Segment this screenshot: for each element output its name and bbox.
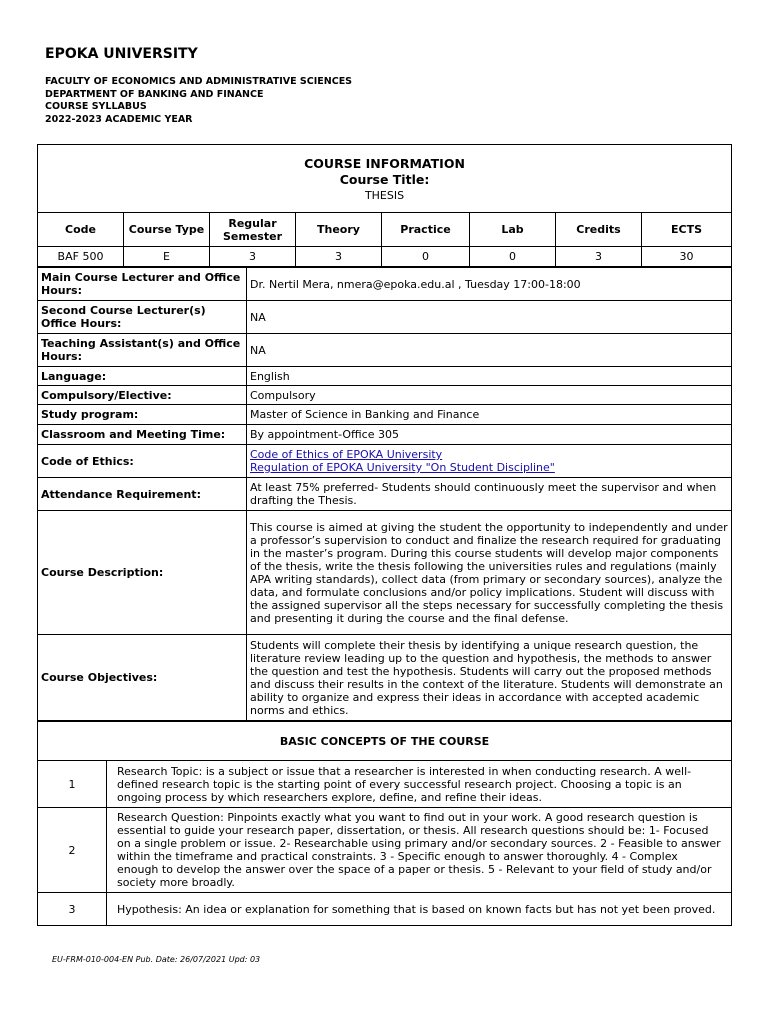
document-type: COURSE SYLLABUS — [45, 101, 147, 112]
column-value: 3 — [210, 247, 296, 267]
row-label: Classroom and Meeting Time: — [38, 425, 247, 445]
course-info-table — [37, 144, 732, 267]
basic-concepts-table — [37, 721, 732, 926]
row-value: NA — [247, 301, 732, 334]
row-label: Course Description: — [38, 511, 247, 635]
course-info-heading-cell — [38, 145, 732, 213]
course-details-table — [37, 267, 732, 721]
row-value: Master of Science in Banking and Finance — [247, 405, 732, 425]
concept-number: 1 — [38, 761, 107, 808]
column-header: Course Type — [124, 213, 210, 247]
row-label: Second Course Lecturer(s) Office Hours: — [38, 301, 247, 334]
column-header: ECTS — [642, 213, 732, 247]
row-value: Students will complete their thesis by identifying a unique research question, the literature review leading up to the question and hypothesis, the methods to answer the question and test the hypothesis. Students will carry out the proposed methods and discuss their results in the context of the literature. Students will demonstrate an ability to organize and express their ideas in accordance with accepted academic norms and ethics. — [247, 635, 732, 721]
column-header: Regular Semester — [210, 213, 296, 247]
column-header: Theory — [296, 213, 382, 247]
row-label: Teaching Assistant(s) and Office Hours: — [38, 334, 247, 367]
table-row — [38, 761, 732, 808]
row-label: Language: — [38, 367, 247, 386]
row-value: Compulsory — [247, 386, 732, 405]
row-value — [247, 445, 732, 478]
university-name: EPOKA UNIVERSITY — [45, 46, 198, 62]
table-row — [38, 386, 732, 405]
syllabus-table — [37, 144, 731, 926]
row-label: Course Objectives: — [38, 635, 247, 721]
table-row — [38, 301, 732, 334]
concept-text: Research Topic: is a subject or issue that a researcher is interested in when conducting research. A well-defined research topic is the starting point of every successful research project. Choosing a topic is an ongoing process by which researchers explore, define, and refine their ideas. — [107, 761, 732, 808]
academic-year: 2022-2023 ACADEMIC YEAR — [45, 113, 193, 125]
row-value: At least 75% preferred- Students should continuously meet the supervisor and when drafting the Thesis. — [247, 478, 732, 511]
table-row — [38, 445, 732, 478]
row-value: Dr. Nertil Mera, nmera@epoka.edu.al , Tuesday 17:00-18:00 — [247, 268, 732, 301]
course-title-label: Course Title: — [339, 172, 430, 187]
concept-text: Hypothesis: An idea or explanation for something that is based on known facts but has not yet been proved. — [107, 893, 732, 926]
column-header: Credits — [556, 213, 642, 247]
table-row — [38, 268, 732, 301]
column-value: 0 — [382, 247, 470, 267]
table-row — [38, 478, 732, 511]
column-value: 30 — [642, 247, 732, 267]
basic-concepts-heading: BASIC CONCEPTS OF THE COURSE — [38, 722, 732, 761]
row-label: Main Course Lecturer and Office Hours: — [38, 268, 247, 301]
column-header: Practice — [382, 213, 470, 247]
ethics-code-link[interactable]: Code of Ethics of EPOKA University — [250, 448, 443, 461]
row-value: This course is aimed at giving the student the opportunity to independently and under a professor’s supervision to conduct and finalize the research required for graduating in the master’s program. During this course students will develop major components of the thesis, write the thesis following the universities rules and regulations (mainly APA writing standards), collect data (from primary or secondary sources), analyze the data, and formulate conclusions and/or policy implications. Student will discuss with the assigned supervisor all the steps necessary for successfully completing the thesis and presenting it during the course and the final defense. — [247, 511, 732, 635]
course-info-heading: COURSE INFORMATION — [304, 156, 465, 171]
table-row — [38, 405, 732, 425]
table-row — [38, 808, 732, 893]
discipline-regulation-link[interactable]: Regulation of EPOKA University "On Student Discipline" — [250, 461, 555, 474]
table-row — [38, 367, 732, 386]
table-row — [38, 635, 732, 721]
row-value: English — [247, 367, 732, 386]
row-label: Study program: — [38, 405, 247, 425]
row-label: Attendance Requirement: — [38, 478, 247, 511]
concept-number: 2 — [38, 808, 107, 893]
column-header: Code — [38, 213, 124, 247]
concept-text: Research Question: Pinpoints exactly what you want to find out in your work. A good research question is essential to guide your research paper, dissertation, or thesis. All research questions should be: 1- Focused on a single problem or issue. 2- Researchable using primary and/or secondary sources. 2 - Feasible to answer within the timeframe and practical constraints. 3 - Specific enough to answer thoroughly. 4 - Complex enough to develop the answer over the space of a paper or thesis. 5 - Relevant to your field of study and/or society more broadly. — [107, 808, 732, 893]
header-subtitles — [45, 76, 735, 126]
course-values-row — [38, 247, 732, 267]
form-footer: EU-FRM-010-004-EN Pub. Date: 26/07/2021 Upd: 03 — [52, 955, 261, 964]
column-value: 3 — [556, 247, 642, 267]
course-columns-row — [38, 213, 732, 247]
column-header: Lab — [470, 213, 556, 247]
concept-number: 3 — [38, 893, 107, 926]
table-row — [38, 511, 732, 635]
column-value: BAF 500 — [38, 247, 124, 267]
row-value: By appointment-Office 305 — [247, 425, 732, 445]
faculty-name: FACULTY OF ECONOMICS AND ADMINISTRATIVE SCIENCES — [45, 76, 353, 87]
table-row — [38, 425, 732, 445]
column-value: 0 — [470, 247, 556, 267]
course-title-value: THESIS — [364, 189, 405, 202]
document-header — [45, 46, 735, 126]
row-label: Code of Ethics: — [38, 445, 247, 478]
column-value: 3 — [296, 247, 382, 267]
table-row — [38, 334, 732, 367]
department-name: DEPARTMENT OF BANKING AND FINANCE — [45, 88, 264, 100]
row-label: Compulsory/Elective: — [38, 386, 247, 405]
table-row — [38, 893, 732, 926]
column-value: E — [124, 247, 210, 267]
row-value: NA — [247, 334, 732, 367]
basic-concepts-heading-row — [38, 722, 732, 761]
